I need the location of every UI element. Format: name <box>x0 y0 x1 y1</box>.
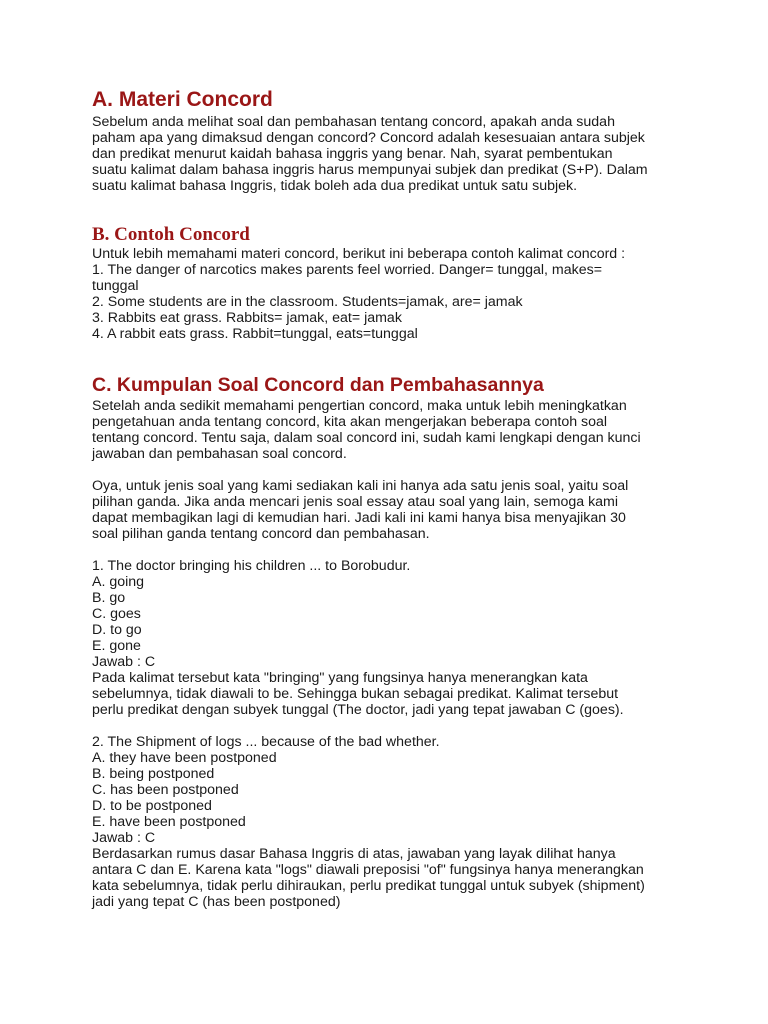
example-item: 4. A rabbit eats grass. Rabbit=tunggal, eats=tunggal <box>92 326 418 342</box>
answer-key: Jawab : C <box>92 654 156 670</box>
example-item: 2. Some students are in the classroom. Students=jamak, are= jamak <box>92 294 523 310</box>
explanation-line: antara C dan E. Karena kata "logs" diawali preposisi "of" fungsinya hanya menerangkan <box>92 862 644 878</box>
answer-option: A. going <box>92 574 145 590</box>
text-line: dapat membagikan lagi di kemudian hari. Jadi kali ini kami hanya bisa menyajikan 30 <box>92 510 626 526</box>
answer-option: C. goes <box>92 606 141 622</box>
explanation-line: jadi yang tepat C (has been postponed) <box>92 894 341 910</box>
text-line: suatu kalimat bahasa Inggris, tidak boleh ada dua predikat untuk satu subjek. <box>92 178 578 194</box>
answer-option: E. gone <box>92 638 141 654</box>
text-line: dan predikat menurut kaidah bahasa inggris yang benar. Nah, syarat pembentukan <box>92 146 613 162</box>
example-item: 1. The danger of narcotics makes parents feel worried. Danger= tunggal, makes= <box>92 262 602 278</box>
text-line: paham apa yang dimaksud dengan concord? Concord adalah kesesuaian antara subjek <box>92 130 645 146</box>
answer-key: Jawab : C <box>92 830 156 846</box>
answer-option: A. they have been postponed <box>92 750 277 766</box>
section-c-title: C. Kumpulan Soal Concord dan Pembahasannya <box>92 374 544 396</box>
answer-option: E. have been postponed <box>92 814 246 830</box>
text-line: pilihan ganda. Jika anda mencari jenis soal essay atau soal yang lain, semoga kami <box>92 494 619 510</box>
text-line: pengetahuan anda tentang concord, kita akan mengerjakan beberapa contoh soal <box>92 414 608 430</box>
section-b-title: B. Contoh Concord <box>92 224 250 245</box>
text-line: Untuk lebih memahami materi concord, berikut ini beberapa contoh kalimat concord : <box>92 246 626 262</box>
example-item: 3. Rabbits eat grass. Rabbits= jamak, eat= jamak <box>92 310 402 326</box>
explanation-line: kata sebelumnya, tidak perlu dihiraukan, perlu predikat tunggal untuk subyek (shipment) <box>92 878 645 894</box>
answer-option: D. to be postponed <box>92 798 212 814</box>
question-text: 1. The doctor bringing his children ... to Borobudur. <box>92 558 411 574</box>
document-page <box>92 86 692 910</box>
explanation-line: Berdasarkan rumus dasar Bahasa Inggris di atas, jawaban yang layak dilihat hanya <box>92 846 616 862</box>
answer-option: D. to go <box>92 622 142 638</box>
section-a-paragraph <box>92 114 692 194</box>
section-c-intro-1 <box>92 398 692 462</box>
text-line: jawaban dan pembahasan soal concord. <box>92 446 347 462</box>
section-b-examples <box>92 246 692 342</box>
text-line: suatu kalimat dalam bahasa inggris harus mempunyai subjek dan predikat (S+P). Dalam <box>92 162 648 178</box>
answer-option: C. has been postponed <box>92 782 239 798</box>
answer-option: B. being postponed <box>92 766 215 782</box>
explanation-line: perlu predikat dengan subyek tunggal (The doctor, jadi yang tepat jawaban C (goes). <box>92 702 624 718</box>
example-item: tunggal <box>92 278 139 294</box>
explanation-line: sebelumnya, tidak diawali to be. Sehingga bukan sebagai predikat. Kalimat tersebut <box>92 686 619 702</box>
question-text: 2. The Shipment of logs ... because of the bad whether. <box>92 734 440 750</box>
question-2 <box>92 734 692 910</box>
section-a-title: A. Materi Concord <box>92 88 273 111</box>
text-line: tentang concord. Tentu saja, dalam soal concord ini, sudah kami lengkapi dengan kunci <box>92 430 641 446</box>
answer-option: B. go <box>92 590 126 606</box>
text-line: Sebelum anda melihat soal dan pembahasan tentang concord, apakah anda sudah <box>92 114 615 130</box>
text-line: soal pilihan ganda tentang concord dan pembahasan. <box>92 526 430 542</box>
explanation-line: Pada kalimat tersebut kata "bringing" yang fungsinya hanya menerangkan kata <box>92 670 588 686</box>
text-line: Setelah anda sedikit memahami pengertian concord, maka untuk lebih meningkatkan <box>92 398 627 414</box>
question-1 <box>92 558 692 718</box>
section-c-intro-2 <box>92 478 692 542</box>
text-line: Oya, untuk jenis soal yang kami sediakan kali ini hanya ada satu jenis soal, yaitu soal <box>92 478 629 494</box>
